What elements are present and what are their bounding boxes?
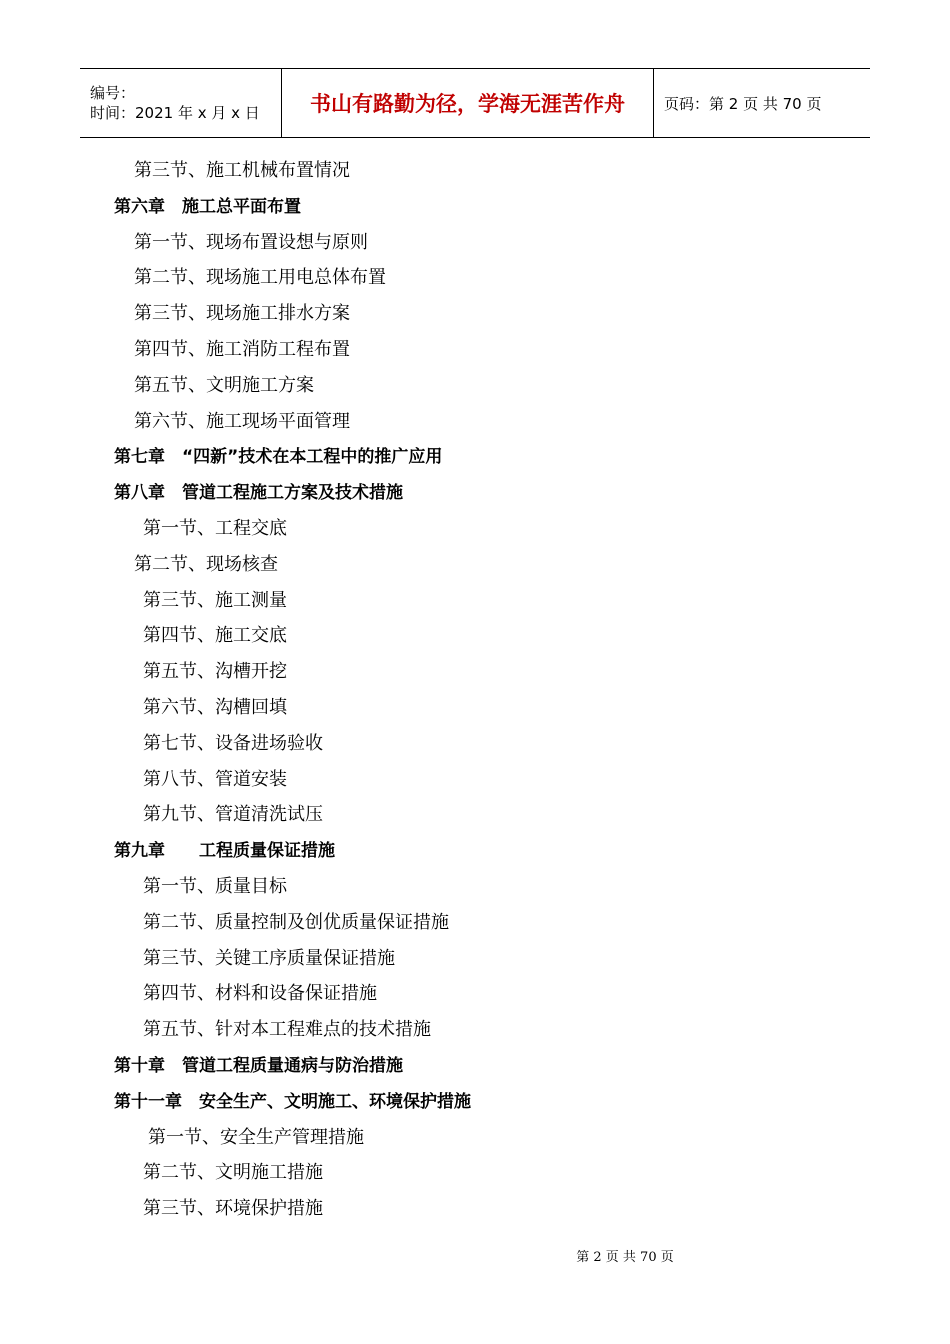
toc-section: 第七节、设备进场验收 (143, 733, 323, 754)
toc-section: 第三节、现场施工排水方案 (134, 303, 350, 324)
toc-section: 第三节、施工测量 (143, 590, 287, 611)
toc-section: 第六节、施工现场平面管理 (134, 411, 350, 432)
toc-section: 第二节、文明施工措施 (143, 1162, 323, 1183)
toc-section: 第三节、关键工序质量保证措施 (143, 948, 395, 969)
header-meta (80, 69, 282, 137)
toc-section: 第九节、管道清洗试压 (143, 804, 323, 825)
toc-chapter: 第六章 施工总平面布置 (114, 197, 301, 217)
header-page-cell (654, 69, 870, 137)
toc-chapter: 第九章 工程质量保证措施 (114, 841, 335, 861)
page-header (80, 68, 870, 138)
toc-section: 第五节、文明施工方案 (134, 375, 314, 396)
toc-section: 第五节、沟槽开挖 (143, 661, 287, 682)
toc-section: 第二节、现场核查 (134, 554, 278, 575)
page-footer: 第 2 页 共 70 页 (576, 1250, 674, 1265)
toc-section: 第二节、现场施工用电总体布置 (134, 267, 386, 288)
toc-section: 第一节、质量目标 (143, 876, 287, 897)
toc-chapter: 第八章 管道工程施工方案及技术措施 (114, 483, 403, 503)
toc-section: 第三节、环境保护措施 (143, 1198, 323, 1219)
header-motto-cell (282, 69, 654, 137)
toc-section: 第四节、材料和设备保证措施 (143, 983, 377, 1004)
header-page-info: 页码：第 2 页 共 70 页 (664, 94, 822, 113)
document-number-label: 编号： (90, 84, 136, 102)
toc-chapter: 第十一章 安全生产、文明施工、环境保护措施 (114, 1092, 471, 1112)
toc-section: 第四节、施工交底 (143, 625, 287, 646)
toc-chapter: 第七章 “四新”技术在本工程中的推广应用 (114, 447, 443, 467)
toc-section: 第五节、针对本工程难点的技术措施 (143, 1019, 431, 1040)
document-date: 时间：2021 年 x 月 x 日 (90, 104, 260, 122)
toc-chapter: 第十章 管道工程质量通病与防治措施 (114, 1056, 403, 1076)
toc-section: 第三节、施工机械布置情况 (134, 160, 350, 181)
toc-section: 第一节、现场布置设想与原则 (134, 232, 368, 253)
toc-section: 第二节、质量控制及创优质量保证措施 (143, 912, 449, 933)
toc-section: 第一节、安全生产管理措施 (148, 1127, 364, 1148)
header-motto: 书山有路勤为径，学海无涯苦作舟 (310, 92, 625, 116)
toc-section: 第四节、施工消防工程布置 (134, 339, 350, 360)
toc-section: 第一节、工程交底 (143, 518, 287, 539)
toc-section: 第八节、管道安装 (143, 769, 287, 790)
toc-section: 第六节、沟槽回填 (143, 697, 287, 718)
